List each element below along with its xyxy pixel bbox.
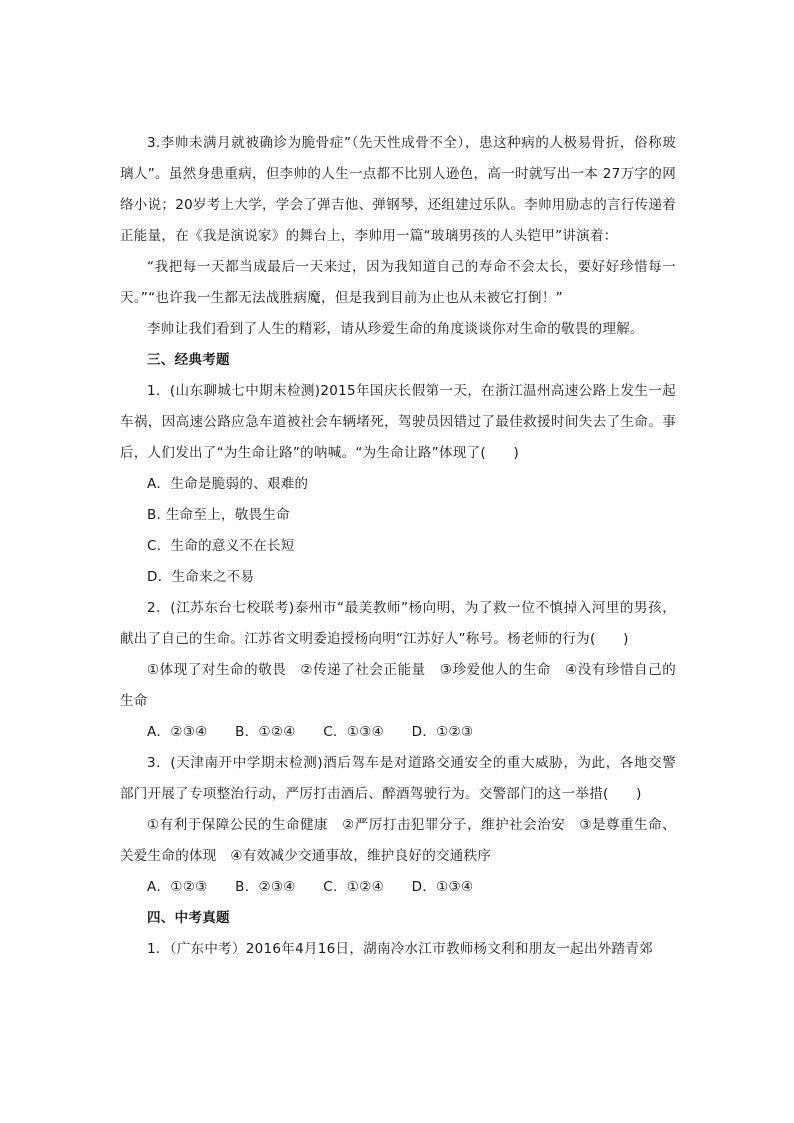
question-2-stem: 2．(江苏东台七校联考)泰州市“最美教师”杨向明，为了救一位不慎掉入河里的男孩，献出了自己的生命。江苏省文明委追授杨向明“江苏好人”称号。杨老师的行为( ) xyxy=(120,600,676,647)
section-heading-classic: 三、经典考题 xyxy=(147,352,230,368)
exam-question-1-stem: 1．（广东中考）2016年4月16日，湖南冷水江市教师杨文利和朋友一起出外踏青郊 xyxy=(147,941,653,957)
question-3-stem: 3．(天津南开中学期末检测)酒后驾车是对道路交通安全的重大威胁，为此，各地交警部门开展了专项整治行动，严厉打击酒后、醉酒驾驶行为。交警部门的这一举措( ) xyxy=(120,755,676,802)
section-heading-exam: 四、中考真题 xyxy=(147,910,230,926)
question-1-stem: 1．(山东聊城七中期末检测)2015年国庆长假第一天，在浙江温州高速公路上发生一起车祸，因高速公路应急车道被社会车辆堵死，驾驶员因错过了最佳救援时间失去了生命。事后，人们发出了“为生命让路”的呐喊。“为生命让路”体现了( ) xyxy=(120,383,676,461)
material-quote: “我把每一天都当成最后一天来过，因为我知道自己的寿命不会太长，要好好珍惜每一天。”“也许我一生都无法战胜病魔，但是我到目前为止也从未被它打倒！” xyxy=(120,259,676,306)
question-3-statements: ①有利于保障公民的生命健康 ②严厉打击犯罪分子，维护社会治安 ③是尊重生命、关爱生命的体现 ④有效减少交通事故，维护良好的交通秩序 xyxy=(120,817,676,864)
question-1-option-b: B. 生命至上，敬畏生命 xyxy=(147,507,290,523)
question-3-choices: A．①②③ B．②③④ C．①②④ D．①③④ xyxy=(147,879,474,895)
question-1-option-d: D．生命来之不易 xyxy=(147,569,255,585)
question-2-choices: A．②③④ B．①②④ C．①③④ D．①②③ xyxy=(147,724,474,740)
question-2-statements: ①体现了对生命的敬畏 ②传递了社会正能量 ③珍爱他人的生命 ④没有珍惜自己的生命 xyxy=(120,662,676,709)
material-question: 李帅让我们看到了人生的精彩，请从珍爱生命的角度谈谈你对生命的敬畏的理解。 xyxy=(147,321,644,337)
material-paragraph: 3.李帅未满月就被确诊为脆骨症”（先天性成骨不全），患这种病的人极易骨折，俗称玻璃人”。虽然身患重病，但李帅的人生一点都不比别人逊色，高一时就写出一本 27万字的网络小说；20岁考上大学，学会了弹吉他、弹钢琴，还组建过乐队。李帅用励志的言行传递着正能量，在《我是演说家》的舞台上，李帅用一篇“玻璃男孩的人头铠甲”讲演着： xyxy=(120,135,676,244)
document-body xyxy=(120,128,676,965)
question-1-option-a: A．生命是脆弱的、艰难的 xyxy=(147,476,309,492)
question-1-option-c: C．生命的意义不在长短 xyxy=(147,538,295,554)
